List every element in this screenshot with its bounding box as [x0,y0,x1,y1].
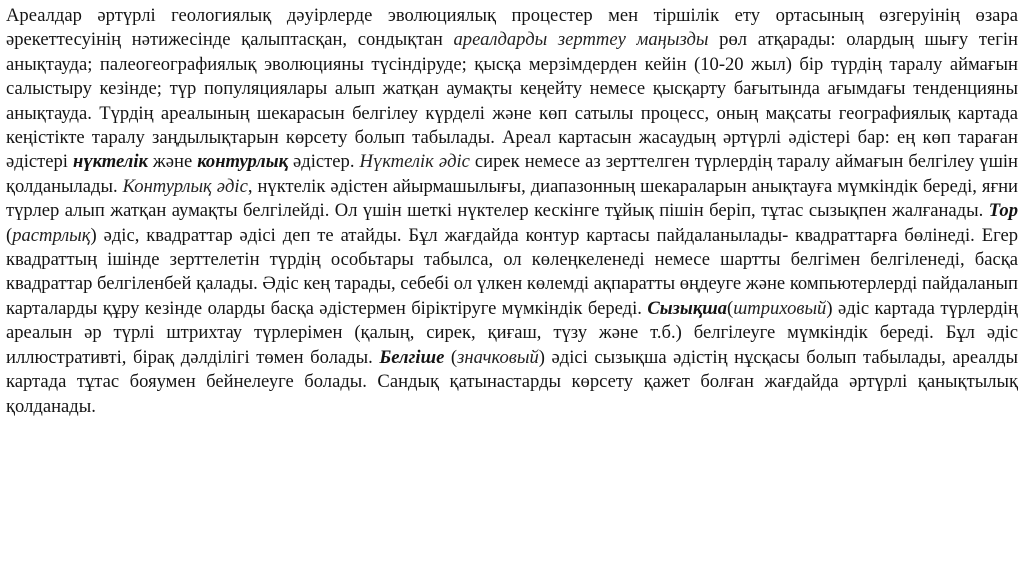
document-page [6,4,1018,570]
text-segment: ( [6,224,13,246]
term-hatching-method: Сызықша [647,297,728,319]
text-segment: Ареалдар әртүрлі геологиялық дәуірлерде эволюциялық процестер мен тіршілік ету ортасының өзгеруінің өзара әрекеттесуінің нәтижесінде қалыптасқан, сондықтан [6,5,1018,51]
text-segment: ( [444,346,458,368]
term-contour-method: контурлық [197,151,289,173]
emphasis-segment: Контурлық әдіс [122,175,248,197]
emphasis-segment: растрлық [12,224,91,246]
emphasis-segment: значковый [457,346,539,368]
text-segment: ) әдіс картада түрлердің ареалын әр түрлі штрихтау түрлерімен (қалың, сирек, қиғаш, түзу және т.б.) белгілеуге мүмкіндік береді. Бұл әдіс иллюстративті, бірақ дәлдiлігі төмен болады. [6,297,1018,368]
text-segment: ( [727,297,734,319]
emphasis-segment: Нүктелік әдіс [359,151,470,173]
emphasis-segment: ареалдарды зерттеу маңызды [453,29,709,51]
text-segment: ) әдісі сызықша әдістің нұсқасы болып табылады, ареалды картада тұтас бояумен бейнелеуге болады. Сандық қатынастарды көрсету қажет болған жағдайда әртүрлі қанықтылық қолданады. [6,346,1018,417]
term-grid-method: Тор [988,200,1018,222]
text-segment: рөл атқарады: олардың шығу тегін анықтауда; палеогеографиялық эволюцияны түсіндіруде; қысқа мерзімдерден кейін (10-20 жыл) бір түрдің таралу аймағын салыстыру кезінде; түр популяциялары алып жатқан аумақты кеңейту немесе қысқарту бағытында ағымдағы тенденцияны анықтауда. Түрдің ареалының шекарасын белгілеу күрделі және көп сатылы процесс, оның мақсаты географиялық картада кеңістікте таралу заңдылықтарын көрсету болып табылады. Ареал картасын жасаудың әртүрлі әдістері бар: ең көп тараған әдістері [6,29,1018,173]
text-segment: әдістер. [288,151,360,173]
text-segment: және [147,151,198,173]
text-segment: , нүктелік әдістен айырмашылығы, диапазонның шекараларын анықтауға мүмкіндік береді, яғни түрлер алып жатқан аумақты белгілейді. Ол үшін шеткі нүктелер кескінге тұйық пішін беріп, тұтас сызықпен жалғанады. [6,175,1018,222]
term-point-method: нүктелік [72,151,148,173]
term-symbol-method: Белгіше [379,346,445,368]
emphasis-segment: штриховый [733,297,827,319]
text-segment: сирек немесе аз зерттелген түрлердің таралу аймағын белгілеу үшін қолданылады. [6,151,1018,197]
text-segment: ) әдіс, квадраттар әдісі деп те атайды. Бұл жағдайда контур картасы пайдаланылады- квадраттарға бөлінеді. Егер квадраттың ішінде зерттелетін түрдің особьтары табылса, ол көлеңкеленеді немесе шартты белгімен белгіленеді, басқа квадраттар белгіленбей қалады. Әдіс кең тарады, себебі ол үлкен көлемді ақпаратты өңдеуге және компьютерлерді пайдаланып карталарды құру кезінде оларды басқа әдістермен біріктіруге мүмкіндік береді. [6,224,1018,319]
body-paragraph [6,4,1018,419]
